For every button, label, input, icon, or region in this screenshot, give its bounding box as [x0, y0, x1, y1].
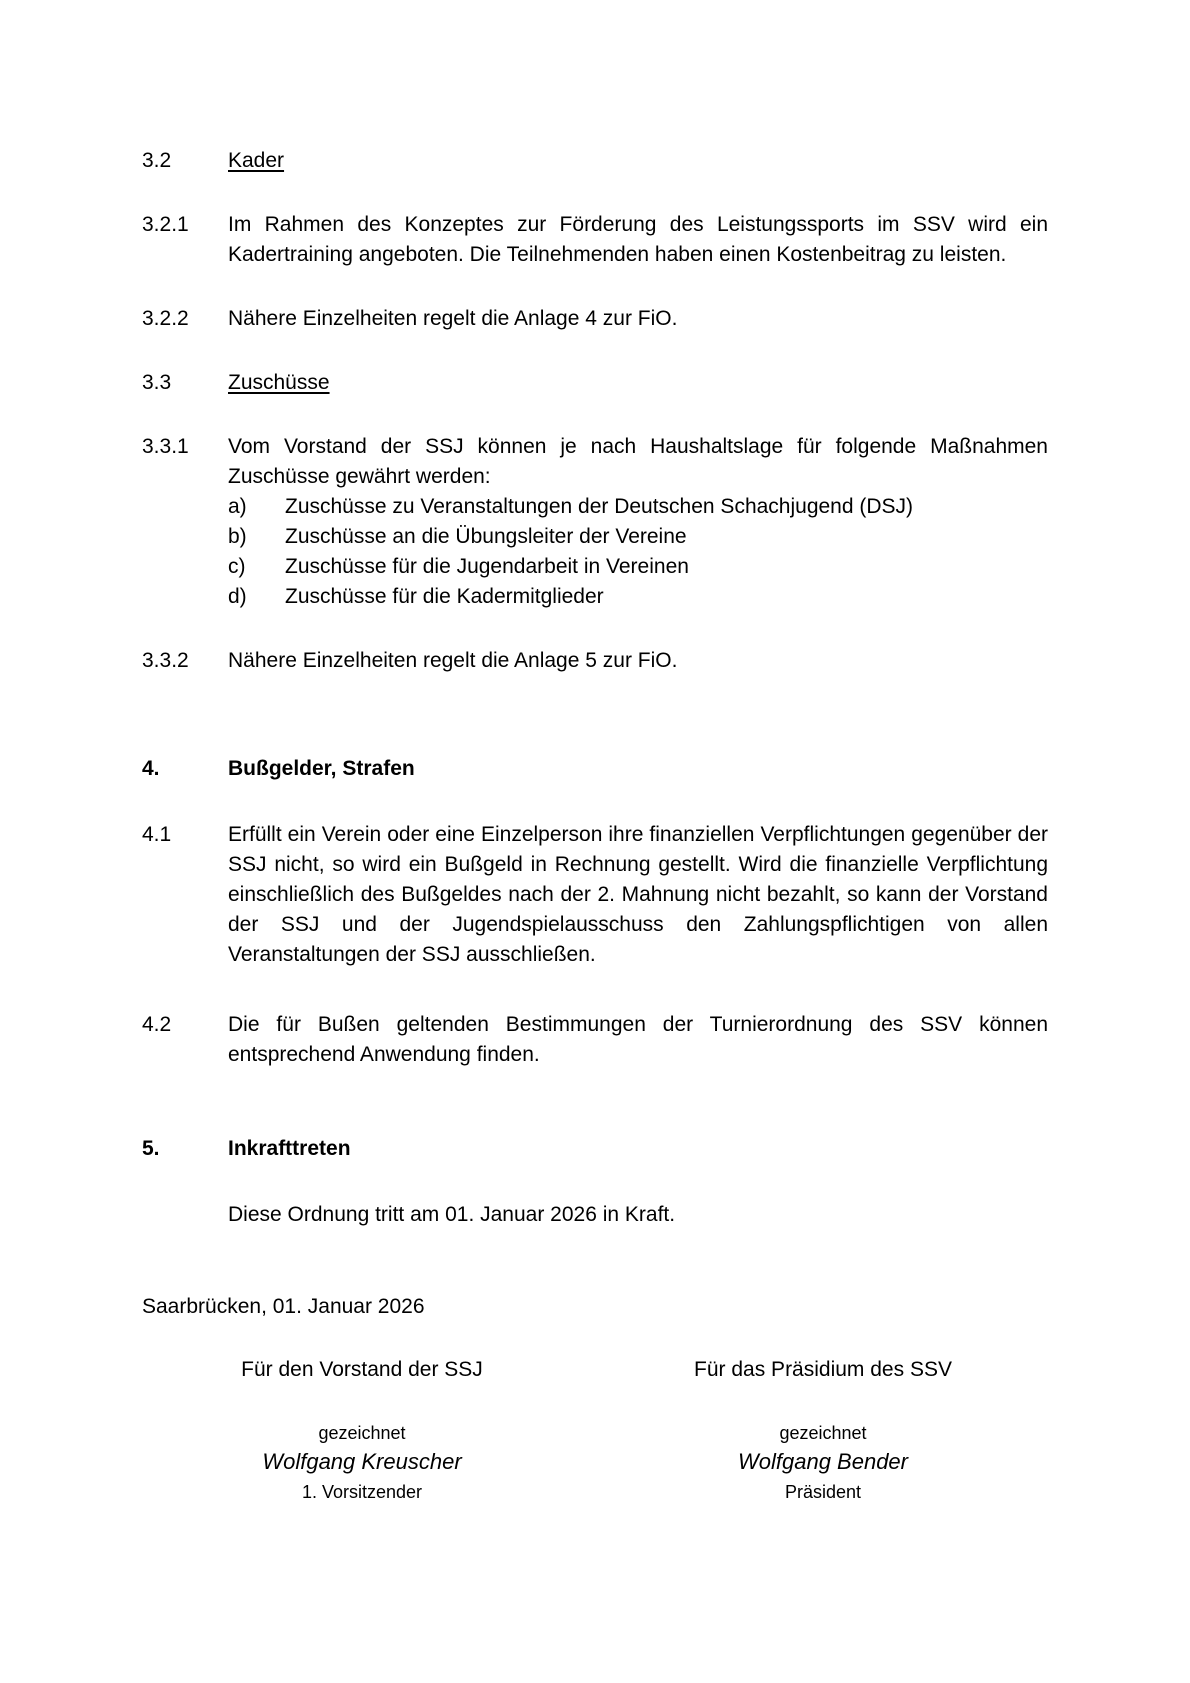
section-4-1-number: 4.1	[142, 823, 172, 846]
section-4-2-text: Die für Bußen geltenden Bestimmungen der Turnierordnung des SSV können entsprechend Anwendung finden.	[228, 1013, 1048, 1066]
list-item-c	[228, 552, 1048, 582]
section-3-2-2-text: Nähere Einzelheiten regelt die Anlage 4 zur FiO.	[228, 307, 678, 330]
section-3-3-1-number: 3.3.1	[142, 435, 189, 458]
list-item-b	[228, 522, 1048, 552]
section-3-3-2	[142, 646, 1048, 676]
signature-role-vorsitzender: 1. Vorsitzender	[301, 1482, 423, 1502]
list-item-b-text: Zuschüsse an die Übungsleiter der Vereine	[285, 525, 687, 548]
place-and-date: Saarbrücken, 01. Januar 2026	[142, 1295, 425, 1318]
section-3-3-heading-wrap	[228, 368, 1048, 398]
signature-block-ssj	[142, 1420, 582, 1507]
signature-name-bender: Wolfgang Bender	[738, 1449, 908, 1474]
section-4-number: 4.	[142, 757, 160, 780]
signature-block-ssv	[603, 1420, 1043, 1507]
section-3-3-1-text: Vom Vorstand der SSJ können je nach Haushaltslage für folgende Maßnahmen Zuschüsse gewährt werden:	[228, 435, 1048, 488]
section-5	[142, 1134, 1048, 1164]
section-4	[142, 754, 1048, 784]
list-item-a-text: Zuschüsse zu Veranstaltungen der Deutschen Schachjugend (DSJ)	[285, 495, 914, 518]
signature-heading-ssj: Für den Vorstand der SSJ	[241, 1358, 483, 1381]
section-5-number: 5.	[142, 1137, 160, 1160]
section-3-2-2-number: 3.2.2	[142, 307, 189, 330]
section-3-3-1-body	[228, 432, 1048, 612]
list-item-a-label: a)	[228, 495, 247, 518]
section-3-2-1-number: 3.2.1	[142, 213, 189, 236]
list-item-b-label: b)	[228, 525, 247, 548]
section-3-2	[142, 146, 1048, 176]
section-5-paragraph	[142, 1200, 1048, 1230]
section-3-3-2-number: 3.3.2	[142, 649, 189, 672]
list-item-d-label: d)	[228, 585, 247, 608]
list-item-c-text: Zuschüsse für die Jugendarbeit in Vereinen	[285, 555, 689, 578]
section-4-1	[142, 820, 1048, 970]
signature-gez-ssj: gezeichnet	[318, 1423, 406, 1443]
section-3-2-heading: Kader	[228, 149, 285, 172]
signature-heading-ssv: Für das Präsidium des SSV	[694, 1358, 952, 1381]
signature-section	[142, 1355, 1048, 1507]
section-3-2-1-text: Im Rahmen des Konzeptes zur Förderung des Leistungssports im SSV wird ein Kadertraining angeboten. Die Teilnehmenden haben einen Kostenbeitrag zu leisten.	[228, 213, 1048, 266]
section-3-3-heading: Zuschüsse	[228, 371, 330, 394]
signature-name-kreuscher: Wolfgang Kreuscher	[262, 1449, 462, 1474]
section-3-3-1	[142, 432, 1048, 612]
section-3-2-1	[142, 210, 1048, 270]
signature-role-praesident: Präsident	[784, 1482, 862, 1502]
section-3-3-2-text: Nähere Einzelheiten regelt die Anlage 5 zur FiO.	[228, 649, 678, 672]
section-3-2-2	[142, 304, 1048, 334]
section-3-2-heading-wrap	[228, 146, 1048, 176]
signature-column-ssv	[603, 1355, 1043, 1507]
signature-gez-ssv: gezeichnet	[779, 1423, 867, 1443]
list-item-c-label: c)	[228, 555, 246, 578]
section-4-2-number: 4.2	[142, 1013, 172, 1036]
effective-date-text: Diese Ordnung tritt am 01. Januar 2026 in Kraft.	[228, 1203, 676, 1226]
section-4-1-text: Erfüllt ein Verein oder eine Einzelperson ihre finanziellen Verpflichtungen gegenüber der SSJ nicht, so wird ein Bußgeld in Rechnung gestellt. Wird die finanzielle Verpflichtung einschließlich des Bußgeldes nach der 2. Mahnung nicht bezahlt, so kann der Vorstand der SSJ und der Jugendspielausschuss den Zahlungspflichtigen von allen Veranstaltungen der SSJ ausschließen.	[228, 823, 1048, 966]
section-3-3	[142, 368, 1048, 398]
section-4-2	[142, 1010, 1048, 1070]
list-item-a	[228, 492, 1048, 522]
section-3-2-number: 3.2	[142, 149, 172, 172]
list-item-d-text: Zuschüsse für die Kadermitglieder	[285, 585, 604, 608]
signature-column-ssj	[142, 1355, 582, 1507]
section-5-heading: Inkrafttreten	[228, 1137, 351, 1160]
list-item-d	[228, 582, 1048, 612]
section-3-3-number: 3.3	[142, 371, 172, 394]
section-4-heading: Bußgelder, Strafen	[228, 757, 415, 780]
